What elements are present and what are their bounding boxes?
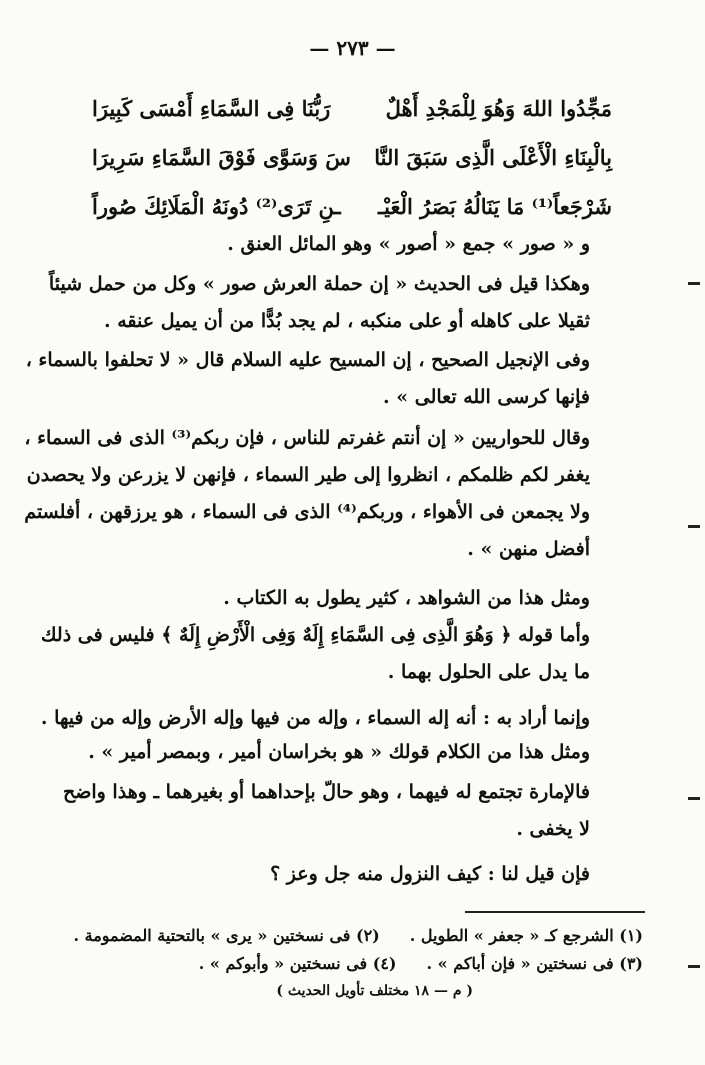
footnote-divider [465, 911, 645, 913]
text-line: وهكذا قيل فى الحديث « إن حملة العرش صور » وكل من حمل شيئاً [48, 273, 590, 295]
text-line: يغفر لكم ظلمكم ، انظروا إلى طير السماء ، فإنهن لا يزرعن ولا يحصدن [26, 464, 590, 486]
text-line: فإن قيل لنا : كيف النزول منه جل وعز ؟ [270, 863, 590, 885]
text-line: ما يدل على الحلول بهما . [387, 661, 590, 683]
paragraph [40, 700, 590, 737]
footnote-4: (٤) فى نسختين « وأبوكم » . [198, 954, 397, 973]
footnotes [73, 922, 643, 1004]
text-line: فالإمارة تجتمع له فيهما ، وهو حالّ بإحداهما أو بغيرهما ـ وهذا واضح [62, 781, 590, 803]
page-number: — ٢٧٣ — [309, 36, 396, 60]
footnote-2: (٢) فى نسختين « يرى » بالتحتية المضمومة . [73, 926, 380, 945]
text-line: أفضل منهن » . [467, 538, 590, 560]
poem-verse [92, 182, 612, 231]
text-line: ومثل هذا من الكلام قولك « هو بخراسان أمير ، وبمصر أمير » . [88, 741, 590, 763]
paragraph [120, 856, 590, 893]
text-line: ثقيلا على كاهله أو على منكبه ، لم يجد بُدًّا من أن يميل عنقه . [104, 310, 590, 332]
margin-mark [688, 525, 700, 528]
paragraph [88, 734, 590, 771]
paragraph [48, 266, 590, 340]
text-line: ولا يجمعن فى الأهواء ، وربكم⁽⁴⁾ الذى فى السماء ، هو يرزقهن ، أفلستم [24, 501, 590, 523]
verse-first-hemistich: شَرْجَعاً⁽¹⁾ مَا يَنَالُهُ بَصَرُ الْعَيْـ [377, 194, 612, 219]
verse-first-hemistich: بِالْبِنَاءِ الْأَعْلَى الَّذِى سَبَقَ النَّا [374, 145, 612, 170]
footnote-3: (٣) فى نسختين « فإن أباكم » . [426, 954, 643, 973]
margin-mark [688, 965, 700, 968]
text-line: ومثل هذا من الشواهد ، كثير يطول به الكتاب . [223, 587, 590, 609]
verse-second-hemistich: ـنِ تَرَى⁽²⁾ دُونَهُ الْمَلَائِكَ صُوراً [92, 194, 341, 219]
text-line: وقال للحواريين « إن أنتم غفرتم للناس ، فإن ربكم⁽³⁾ الذى فى السماء ، [24, 427, 590, 449]
paragraph [40, 617, 590, 691]
paragraph [24, 420, 590, 568]
text-line: وفى الإنجيل الصحيح ، إن المسيح عليه السلام قال « لا تحلفوا بالسماء ، [25, 349, 590, 371]
footnote-row [83, 950, 643, 978]
margin-mark [688, 797, 700, 800]
text-line: و « صور » جمع « أصور » وهو المائل العنق . [227, 233, 590, 255]
text-line: لا يخفى . [516, 818, 590, 840]
text-line: فإنها كرسى الله تعالى » . [383, 386, 590, 408]
verse-second-hemistich: سَ وَسَوَّى فَوْقَ السَّمَاءِ سَرِيرَا [92, 145, 351, 170]
poem-verse [92, 84, 612, 133]
paragraph [62, 774, 590, 848]
paragraph [25, 342, 590, 416]
verse-first-hemistich: مَجِّدُوا اللهَ وَهُوَ لِلْمَجْدِ أَهْلٌ [385, 96, 612, 121]
margin-mark [688, 282, 700, 285]
verse-second-hemistich: رَبُّنَا فِى السَّمَاءِ أَمْسَى كَبِيرَا [92, 96, 331, 121]
poem-block [92, 84, 612, 231]
signature-line: ( م — ١٨ مختلف تأويل الحديث ) [276, 983, 473, 999]
paragraph [120, 580, 590, 617]
text-line: وأما قوله ﴿ وَهُوَ الَّذِى فِى السَّمَاءِ إِلَهٌ وَفِى الْأَرْضِ إِلَهٌ ﴾ فليس فى ذلك [40, 624, 590, 646]
paragraph [120, 226, 590, 263]
poem-verse [92, 133, 612, 182]
footnote-row [73, 922, 643, 950]
footnote-1: (١) الشرجع كـ « جعفر » الطويل . [409, 926, 643, 945]
text-line: وإنما أراد به : أنه إله السماء ، وإله من فيها وإله الأرض وإله من فيها . [40, 707, 590, 729]
